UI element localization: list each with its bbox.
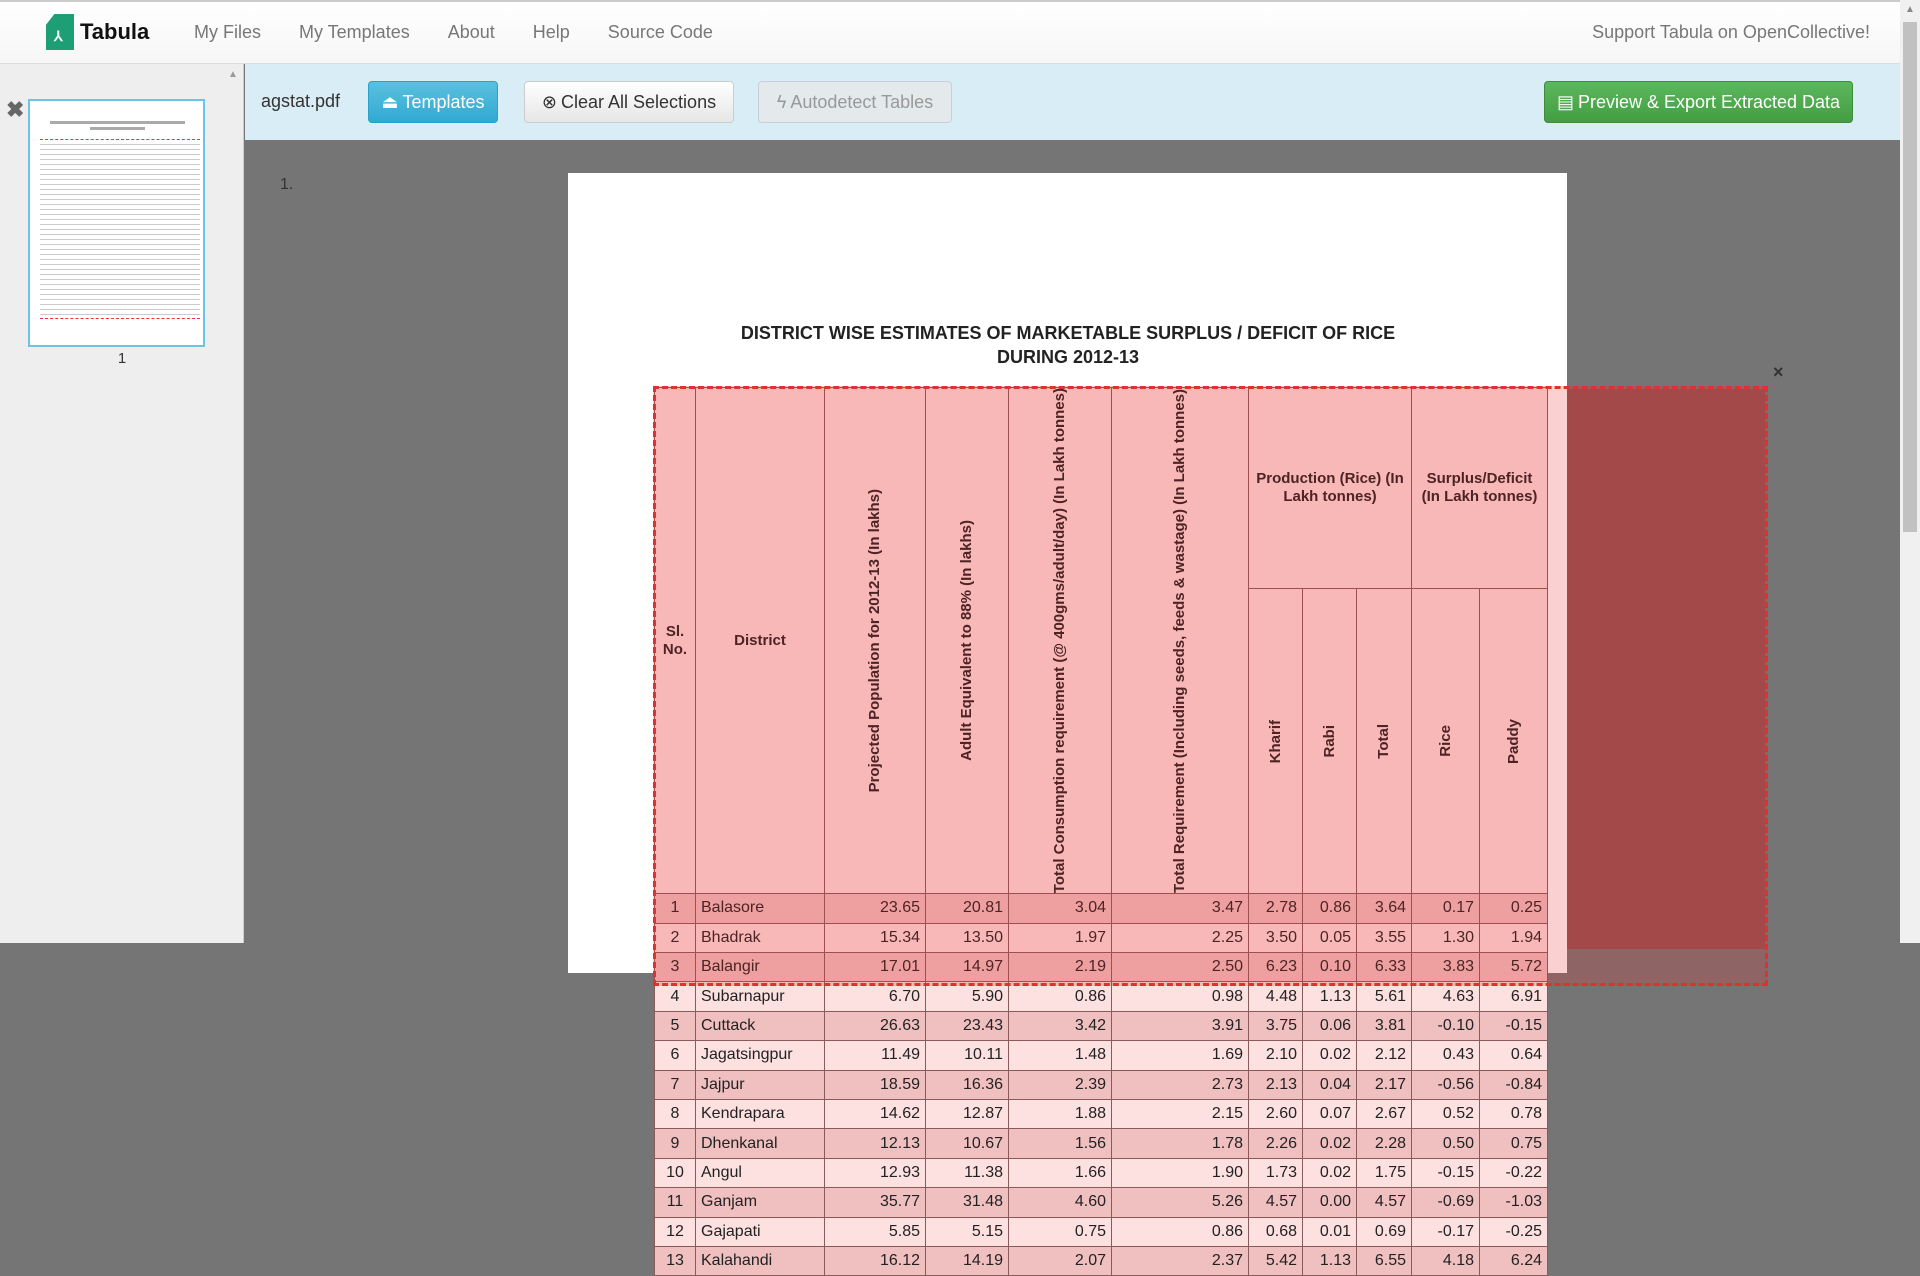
table-cell: 1.13	[1303, 1246, 1357, 1275]
table-cell: 0.78	[1480, 1099, 1548, 1128]
table-cell: 0.06	[1303, 1011, 1357, 1040]
table-cell: 10.11	[926, 1041, 1009, 1070]
brand[interactable]	[46, 14, 149, 50]
toolbar	[245, 64, 1900, 140]
table-cell: -0.17	[1412, 1217, 1480, 1246]
table-cell: 7	[655, 1070, 696, 1099]
table-cell: 1.69	[1112, 1041, 1249, 1070]
table-cell: Dhenkanal	[696, 1129, 825, 1158]
table-cell: 2.19	[1009, 953, 1112, 982]
table-cell: Cuttack	[696, 1011, 825, 1040]
table-cell: 3.91	[1112, 1011, 1249, 1040]
table-cell: 1.94	[1480, 923, 1548, 952]
table-cell: 18.59	[825, 1070, 926, 1099]
table-cell: -0.56	[1412, 1070, 1480, 1099]
table-cell: 2	[655, 923, 696, 952]
table-cell: 31.48	[926, 1188, 1009, 1217]
close-icon[interactable]: ✖	[6, 97, 25, 122]
table-cell: 1.73	[1249, 1158, 1303, 1187]
table-cell: 6	[655, 1041, 696, 1070]
table-cell: 6.23	[1249, 953, 1303, 982]
table-cell: Ganjam	[696, 1188, 825, 1217]
table-cell: 3.04	[1009, 894, 1112, 923]
support-link[interactable]: Support Tabula on OpenCollective!	[1592, 22, 1870, 42]
table-cell: 0.86	[1112, 1217, 1249, 1246]
table-cell: -0.15	[1480, 1011, 1548, 1040]
table-cell: 5.72	[1480, 953, 1548, 982]
table-cell: Kendrapara	[696, 1099, 825, 1128]
tabula-logo-icon	[46, 14, 74, 50]
table-cell: 6.24	[1480, 1246, 1548, 1275]
table-cell: 10.67	[926, 1129, 1009, 1158]
title-line-1: DISTRICT WISE ESTIMATES OF MARKETABLE SURPLUS / DEFICIT OF RICE	[740, 323, 1396, 343]
remove-circle-icon: ⊗	[541, 91, 557, 112]
table-cell: 2.60	[1249, 1099, 1303, 1128]
table-cell: -0.69	[1412, 1188, 1480, 1217]
export-label: Preview & Export Extracted Data	[1577, 91, 1841, 112]
table-cell: 4	[655, 982, 696, 1011]
table-cell: 2.50	[1112, 953, 1249, 982]
table-row	[655, 1070, 1548, 1099]
header-population: Projected Population for 2012-13 (In lakhs)	[866, 488, 883, 793]
table-cell: 1.78	[1112, 1129, 1249, 1158]
autodetect-tables-button[interactable]	[758, 81, 952, 123]
templates-icon: ⏏	[381, 91, 399, 112]
table-cell: 2.78	[1249, 894, 1303, 923]
table-row	[655, 1188, 1548, 1217]
table-cell: -0.25	[1480, 1217, 1548, 1246]
table-cell: 0.50	[1412, 1129, 1480, 1158]
table-cell: 3.75	[1249, 1011, 1303, 1040]
pdf-page[interactable]	[568, 173, 1567, 1270]
table-cell: 2.17	[1357, 1070, 1412, 1099]
table-cell: 0.75	[1480, 1129, 1548, 1158]
table-cell: 3.47	[1112, 894, 1249, 923]
table-cell: 0.02	[1303, 1129, 1357, 1158]
table-cell: 0.05	[1303, 923, 1357, 952]
table-cell: Angul	[696, 1158, 825, 1187]
table-cell: 0.52	[1412, 1099, 1480, 1128]
thumbnail-page-number: 1	[117, 350, 127, 367]
table-cell: 2.15	[1112, 1099, 1249, 1128]
table-cell: 0.02	[1303, 1158, 1357, 1187]
table-row	[655, 1217, 1548, 1246]
table-cell: 5.15	[926, 1217, 1009, 1246]
table-cell: 16.36	[926, 1070, 1009, 1099]
table-cell: 0.07	[1303, 1099, 1357, 1128]
table-cell: 11	[655, 1188, 696, 1217]
table-cell: 17.01	[825, 953, 926, 982]
table-cell: 12.13	[825, 1129, 926, 1158]
table-cell: 1.90	[1112, 1158, 1249, 1187]
table-cell: 0.98	[1112, 982, 1249, 1011]
table-row	[655, 1129, 1548, 1158]
table-cell: 1.75	[1357, 1158, 1412, 1187]
header-sl: Sl. No.	[655, 388, 696, 894]
table-cell: -0.10	[1412, 1011, 1480, 1040]
header-requirement: Total Requirement (Including seeds, feeds & wastage) (In Lakh tonnes)	[1171, 388, 1188, 893]
header-district: District	[696, 388, 825, 894]
table-cell: 2.12	[1357, 1041, 1412, 1070]
nav-my-templates[interactable]: My Templates	[299, 22, 410, 42]
nav-help[interactable]: Help	[532, 22, 570, 42]
lightning-icon: ϟ	[776, 91, 787, 112]
data-table	[654, 387, 1548, 1276]
table-cell: Balasore	[696, 894, 825, 923]
table-cell: Subarnapur	[696, 982, 825, 1011]
page-number: 1.	[280, 176, 294, 193]
table-cell: -0.15	[1412, 1158, 1480, 1187]
table-cell: 4.60	[1009, 1188, 1112, 1217]
header-total: Total	[1375, 723, 1392, 759]
table-cell: -1.03	[1480, 1188, 1548, 1217]
document-title	[568, 321, 1568, 369]
table-cell: 2.73	[1112, 1070, 1249, 1099]
table-row	[655, 1158, 1548, 1187]
vertical-scrollbar[interactable]	[1900, 0, 1920, 943]
templates-label: Templates	[402, 91, 485, 112]
table-cell: 3.42	[1009, 1011, 1112, 1040]
table-cell: 1.13	[1303, 982, 1357, 1011]
table-cell: 26.63	[825, 1011, 926, 1040]
table-cell: 4.48	[1249, 982, 1303, 1011]
filename: agstat.pdf	[261, 91, 341, 111]
table-cell: 0.43	[1412, 1041, 1480, 1070]
table-cell: 5.85	[825, 1217, 926, 1246]
table-cell: 2.28	[1357, 1129, 1412, 1158]
table-cell: 1.88	[1009, 1099, 1112, 1128]
table-cell: 1	[655, 894, 696, 923]
table-cell: 23.65	[825, 894, 926, 923]
table-cell: 14.62	[825, 1099, 926, 1128]
table-cell: 1.97	[1009, 923, 1112, 952]
table-cell: 1.30	[1412, 923, 1480, 952]
autodetect-label: Autodetect Tables	[790, 91, 934, 112]
scrollbar-thumb[interactable]	[1903, 22, 1917, 532]
table-row	[655, 1246, 1548, 1275]
header-adult: Adult Equivalent to 88% (In lakhs)	[958, 520, 975, 762]
table-cell: 2.07	[1009, 1246, 1112, 1275]
header-surplus: Surplus/Deficit (In Lakh tonnes)	[1412, 388, 1548, 589]
table-cell: 4.18	[1412, 1246, 1480, 1275]
table-cell: 0.69	[1357, 1217, 1412, 1246]
table-cell: 0.04	[1303, 1070, 1357, 1099]
table-cell: 5.61	[1357, 982, 1412, 1011]
table-cell: 3.55	[1357, 923, 1412, 952]
table-cell: 2.37	[1112, 1246, 1249, 1275]
table-cell: 5.42	[1249, 1246, 1303, 1275]
title-line-2: DURING 2012-13	[996, 347, 1140, 367]
page-thumbnail[interactable]	[28, 99, 205, 347]
header-rabi: Rabi	[1320, 725, 1338, 758]
table-cell: 2.10	[1249, 1041, 1303, 1070]
table-cell: 1.48	[1009, 1041, 1112, 1070]
nav-about[interactable]: About	[447, 22, 495, 42]
nav-source-code[interactable]: Source Code	[607, 22, 713, 42]
table-row	[655, 894, 1548, 923]
table-cell: 0.17	[1412, 894, 1480, 923]
table-cell: 2.26	[1249, 1129, 1303, 1158]
table-cell: Bhadrak	[696, 923, 825, 952]
header-paddy: Paddy	[1504, 718, 1522, 764]
table-cell: -0.84	[1480, 1070, 1548, 1099]
nav-my-files[interactable]: My Files	[194, 22, 261, 42]
scroll-up-icon[interactable]: ▲	[1905, 4, 1915, 15]
table-cell: Gajapati	[696, 1217, 825, 1246]
table-cell: 6.91	[1480, 982, 1548, 1011]
table-cell: 0.75	[1009, 1217, 1112, 1246]
table-cell: -0.22	[1480, 1158, 1548, 1187]
table-row	[655, 1099, 1548, 1128]
header-kharif: Kharif	[1266, 719, 1284, 763]
table-cell: 8	[655, 1099, 696, 1128]
table-cell: 6.55	[1357, 1246, 1412, 1275]
table-cell: 23.43	[926, 1011, 1009, 1040]
table-cell: Kalahandi	[696, 1246, 825, 1275]
header-production: Production (Rice) (In Lakh tonnes)	[1249, 388, 1412, 589]
table-cell: 5.26	[1112, 1188, 1249, 1217]
page-thumbnails-sidebar	[0, 64, 244, 943]
table-cell: 15.34	[825, 923, 926, 952]
table-cell: 9	[655, 1129, 696, 1158]
table-cell: 3	[655, 953, 696, 982]
table-row	[655, 1041, 1548, 1070]
table-cell: 13.50	[926, 923, 1009, 952]
brand-name: Tabula	[80, 19, 150, 44]
header-rice: Rice	[1436, 725, 1454, 758]
table-row	[655, 923, 1548, 952]
table-row	[655, 982, 1548, 1011]
scroll-up-icon[interactable]: ▲	[228, 69, 238, 80]
table-cell: 12.93	[825, 1158, 926, 1187]
table-cell: 0.86	[1009, 982, 1112, 1011]
table-cell: 14.97	[926, 953, 1009, 982]
templates-button[interactable]	[368, 81, 498, 123]
table-cell: 4.57	[1357, 1188, 1412, 1217]
table-cell: 0.68	[1249, 1217, 1303, 1246]
table-cell: Jagatsingpur	[696, 1041, 825, 1070]
table-cell: 0.00	[1303, 1188, 1357, 1217]
table-cell: 4.63	[1412, 982, 1480, 1011]
table-row	[655, 1011, 1548, 1040]
list-icon: ▤	[1556, 91, 1574, 112]
table-cell: 2.67	[1357, 1099, 1412, 1128]
remove-selection-close-icon[interactable]: ×	[1773, 362, 1784, 382]
table-cell: 3.83	[1412, 953, 1480, 982]
table-cell: 0.02	[1303, 1041, 1357, 1070]
thumbnail-selection	[40, 139, 200, 319]
preview-export-button[interactable]	[1544, 81, 1853, 123]
table-cell: 3.81	[1357, 1011, 1412, 1040]
table-cell: Balangir	[696, 953, 825, 982]
table-cell: 5	[655, 1011, 696, 1040]
table-cell: 12	[655, 1217, 696, 1246]
table-cell: 11.49	[825, 1041, 926, 1070]
table-cell: 0.64	[1480, 1041, 1548, 1070]
table-cell: 12.87	[926, 1099, 1009, 1128]
clear-label: Clear All Selections	[561, 91, 717, 112]
navbar	[0, 0, 1900, 64]
table-cell: 6.33	[1357, 953, 1412, 982]
table-cell: 35.77	[825, 1188, 926, 1217]
table-cell: 16.12	[825, 1246, 926, 1275]
header-consumption: Total Consumption requirement (@ 400gms/adult/day) (In Lakh tonnes)	[1051, 388, 1068, 894]
table-cell: 0.86	[1303, 894, 1357, 923]
table-cell: 14.19	[926, 1246, 1009, 1275]
table-row	[655, 953, 1548, 982]
clear-all-selections-button[interactable]	[524, 81, 734, 123]
table-cell: 10	[655, 1158, 696, 1187]
table-cell: 6.70	[825, 982, 926, 1011]
table-cell: 2.13	[1249, 1070, 1303, 1099]
table-cell: 3.50	[1249, 923, 1303, 952]
table-cell: 1.56	[1009, 1129, 1112, 1158]
table-cell: 2.39	[1009, 1070, 1112, 1099]
table-cell: 0.01	[1303, 1217, 1357, 1246]
table-cell: 20.81	[926, 894, 1009, 923]
table-cell: 4.57	[1249, 1188, 1303, 1217]
table-cell: 3.64	[1357, 894, 1412, 923]
table-cell: 2.25	[1112, 923, 1249, 952]
table-cell: 13	[655, 1246, 696, 1275]
selection-overflow	[1567, 389, 1765, 949]
table-cell: 1.66	[1009, 1158, 1112, 1187]
table-cell: 11.38	[926, 1158, 1009, 1187]
table-cell: Jajpur	[696, 1070, 825, 1099]
table-cell: 0.10	[1303, 953, 1357, 982]
table-cell: 5.90	[926, 982, 1009, 1011]
table-cell: 0.25	[1480, 894, 1548, 923]
